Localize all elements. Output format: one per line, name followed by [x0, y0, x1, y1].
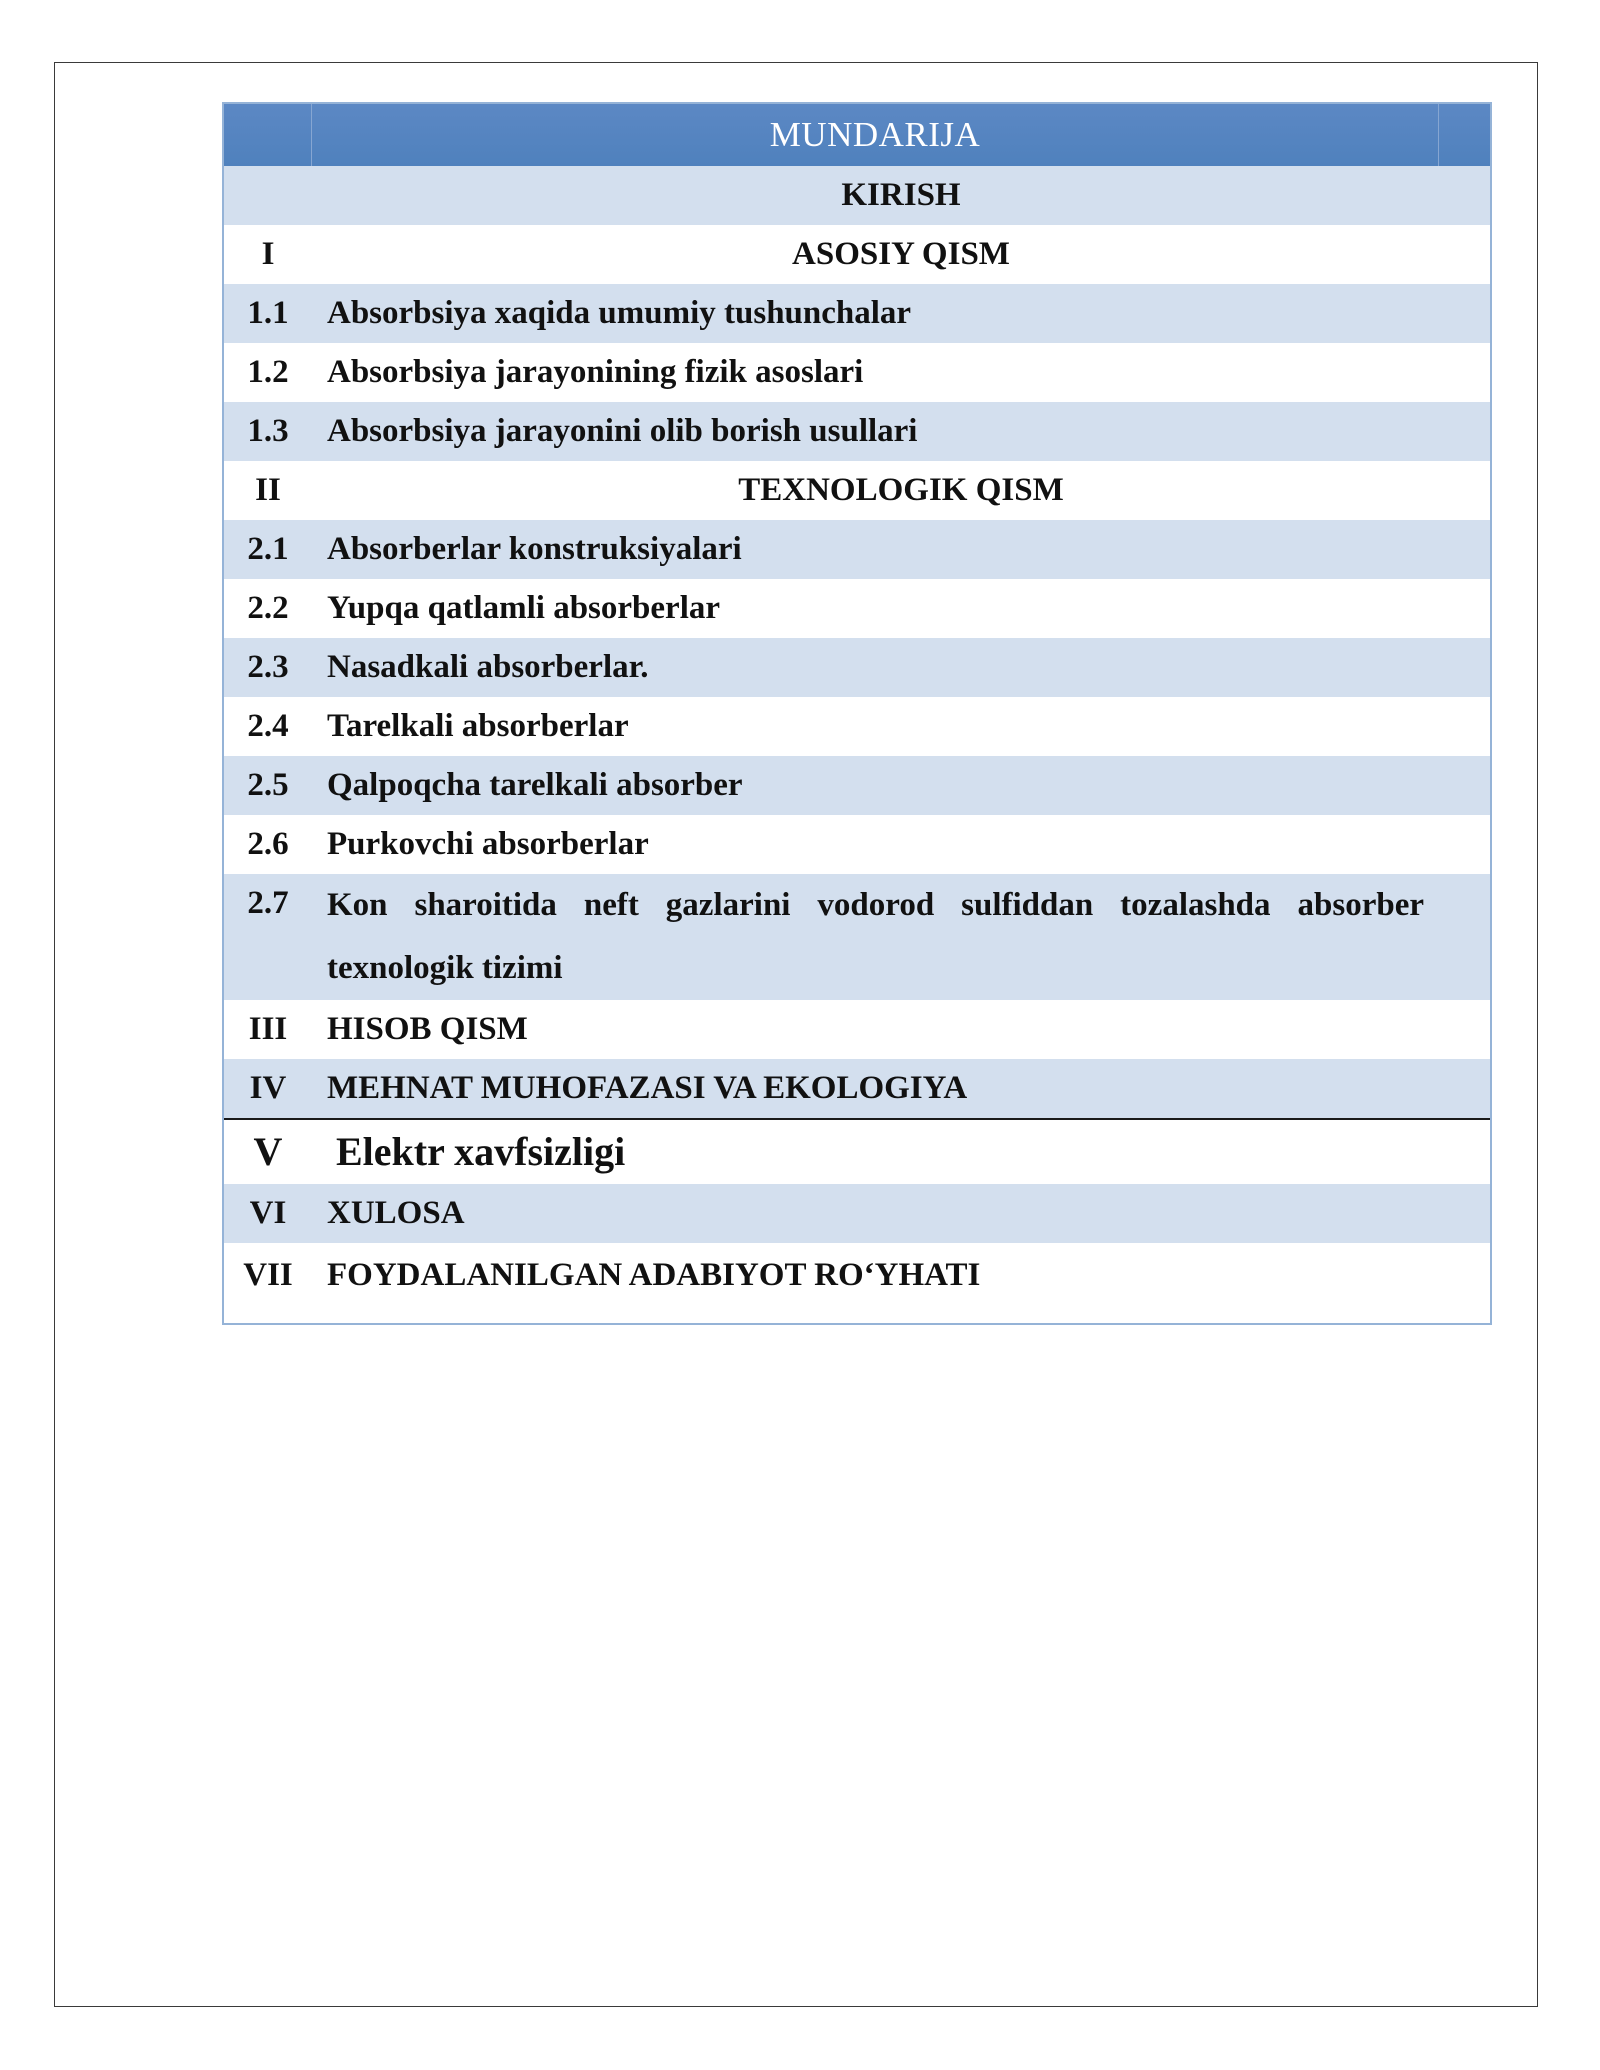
- toc-table: [222, 102, 1492, 1325]
- toc-row-number: 2.2: [247, 590, 289, 626]
- toc-row-title: Absorbsiya xaqida umumiy tushunchalar: [327, 295, 912, 331]
- toc-row-number: IV: [249, 1070, 287, 1106]
- toc-row-number: III: [248, 1011, 288, 1047]
- toc-row-title: Tarelkali absorberlar: [327, 708, 629, 744]
- toc-row-section-2: [224, 461, 1490, 520]
- toc-row-number: 2.3: [247, 649, 289, 685]
- toc-row-section-7: [224, 1243, 1490, 1307]
- toc-row-title: ASOSIY QISM: [792, 236, 1010, 272]
- toc-row-number: 2.1: [247, 531, 289, 567]
- toc-row-number: VI: [249, 1195, 287, 1231]
- toc-bottom-padding: [224, 1307, 1490, 1323]
- toc-row-2-3: [224, 638, 1490, 697]
- toc-row-section-6: [224, 1184, 1490, 1243]
- toc-row-section-1: [224, 225, 1490, 284]
- toc-row-title: Absorbsiya jarayonining fizik asoslari: [327, 354, 864, 390]
- toc-row-title: HISOB QISM: [327, 1011, 528, 1047]
- toc-row-2-1: [224, 520, 1490, 579]
- toc-row-section-3: [224, 1000, 1490, 1059]
- toc-row-title: MEHNAT MUHOFAZASI VA EKOLOGIYA: [327, 1070, 968, 1106]
- toc-row-title: Absorbsiya jarayonini olib borish usullari: [327, 413, 918, 449]
- toc-row-number: V: [253, 1129, 283, 1174]
- header-end-cell: [1438, 104, 1490, 166]
- toc-header: [224, 104, 1490, 166]
- toc-row-1-3: [224, 402, 1490, 461]
- toc-row-2-4: [224, 697, 1490, 756]
- toc-row-number: 1.2: [247, 354, 289, 390]
- toc-row-number: VII: [243, 1257, 293, 1293]
- toc-row-number: 2.5: [247, 767, 289, 803]
- toc-row-number: 2.6: [247, 826, 289, 862]
- toc-row-2-7: [224, 874, 1490, 1000]
- toc-row-number: 2.4: [247, 708, 289, 744]
- toc-row-number: 1.1: [247, 295, 289, 331]
- toc-row-title: Elektr xavfsizligi: [336, 1129, 626, 1174]
- toc-row-title: TEXNOLOGIK QISM: [738, 472, 1064, 508]
- toc-row-section-4: [224, 1059, 1490, 1118]
- toc-row-2-2: [224, 579, 1490, 638]
- toc-row-title: Absorberlar konstruksiyalari: [327, 531, 742, 567]
- toc-row-title: Yupqa qatlamli absorberlar: [327, 590, 721, 626]
- toc-row-title: Purkovchi absorberlar: [327, 826, 649, 862]
- toc-row-1-1: [224, 284, 1490, 343]
- toc-row-title: KIRISH: [841, 177, 961, 213]
- toc-row-title: Qalpoqcha tarelkali absorber: [327, 767, 743, 803]
- toc-heading: MUNDARIJA: [769, 115, 981, 154]
- toc-row-title: Kon sharoitida neft gazlarini vodorod sulfiddan tozalashda absorber texnologik tizimi: [327, 887, 1424, 986]
- toc-row-1-2: [224, 343, 1490, 402]
- toc-row-section-5: [224, 1118, 1490, 1184]
- toc-row-2-5: [224, 756, 1490, 815]
- toc-row-title: Nasadkali absorberlar.: [327, 649, 649, 685]
- toc-row-number: 1.3: [247, 413, 289, 449]
- toc-row-kirish: [224, 166, 1490, 225]
- toc-row-2-6: [224, 815, 1490, 874]
- toc-row-number: I: [261, 236, 275, 272]
- toc-row-number: II: [255, 472, 281, 508]
- toc-row-title: XULOSA: [327, 1195, 465, 1231]
- header-number-cell: [224, 104, 312, 166]
- toc-row-number: 2.7: [247, 885, 289, 921]
- toc-row-title: FOYDALANILGAN ADABIYOT RO‘YHATI: [327, 1257, 981, 1293]
